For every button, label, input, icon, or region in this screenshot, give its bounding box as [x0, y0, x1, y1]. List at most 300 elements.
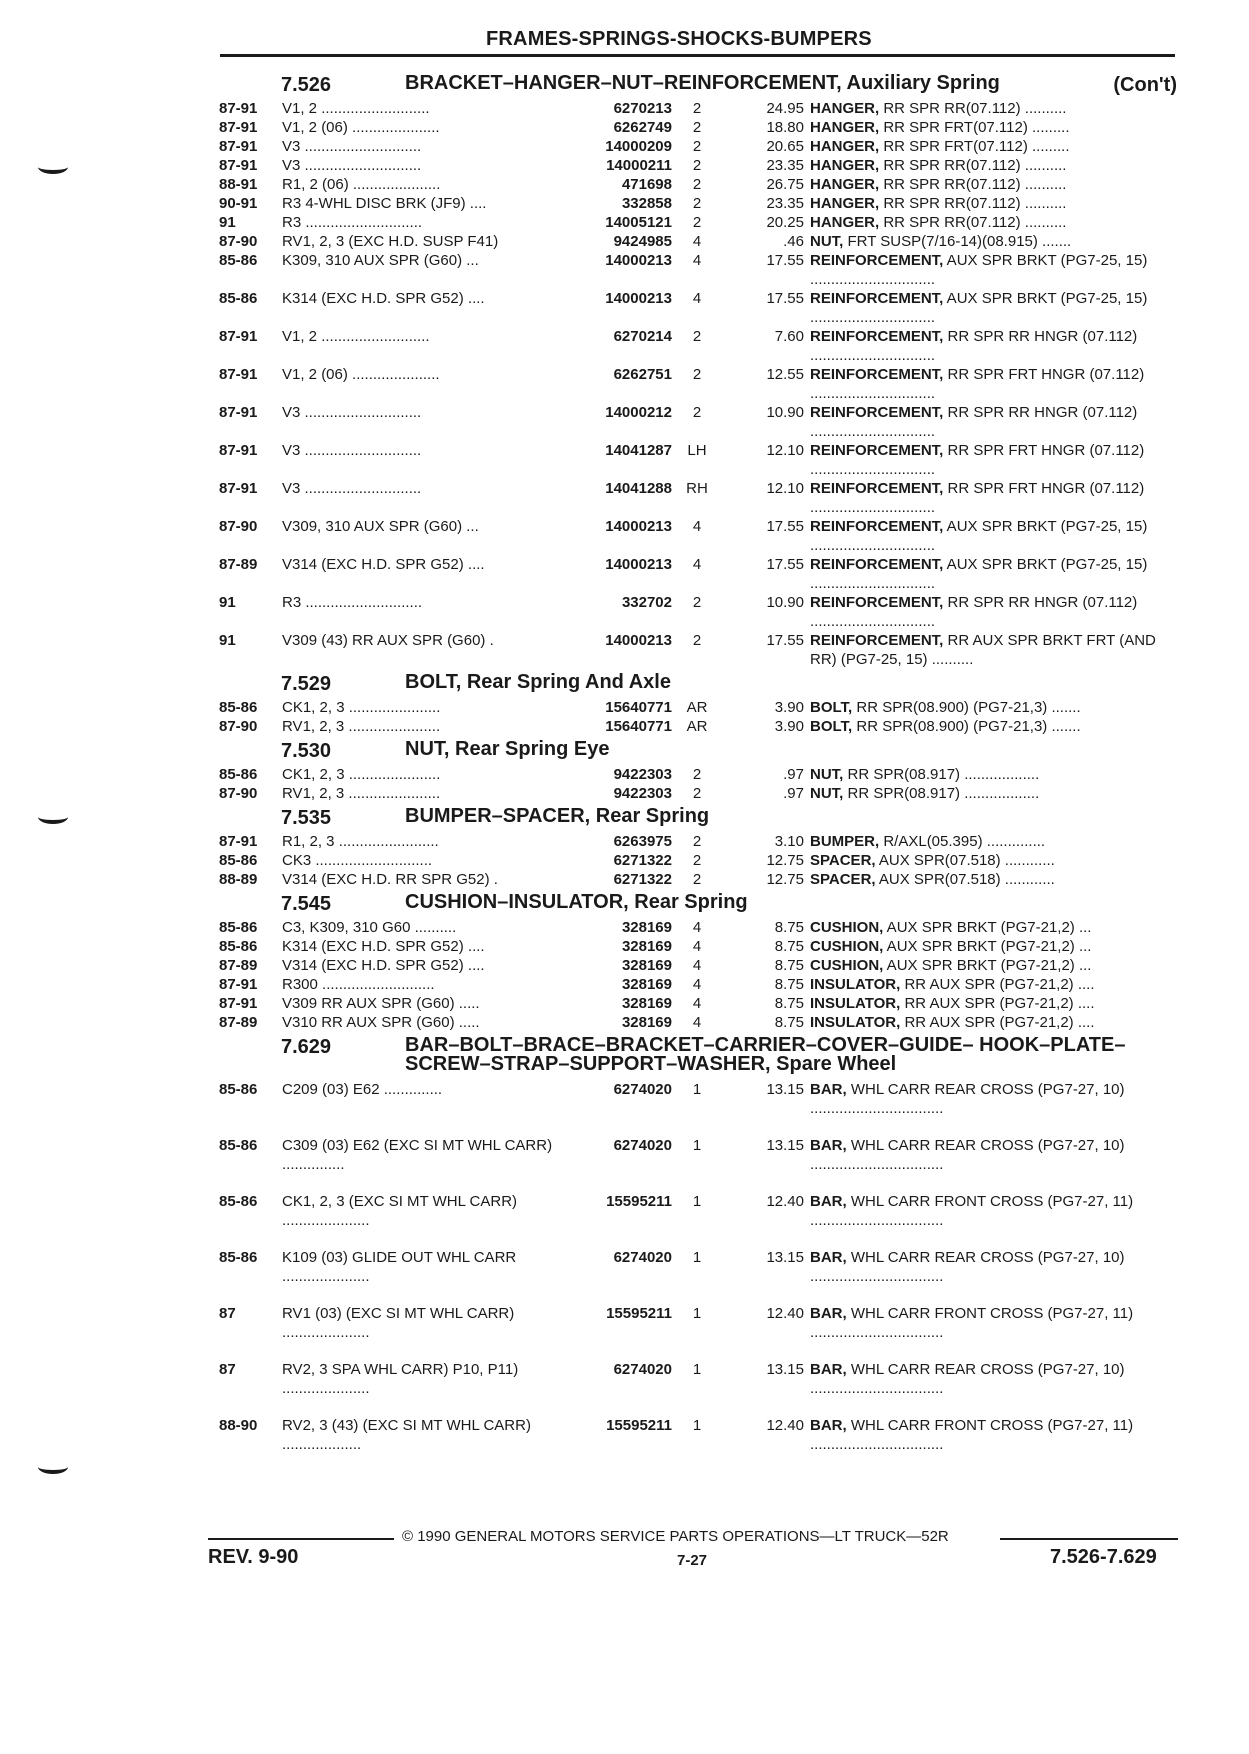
- part-number: 328169: [555, 918, 672, 937]
- part-number: 14000213: [555, 517, 672, 536]
- part-name: REINFORCEMENT,: [810, 480, 944, 497]
- parts-row: [219, 956, 1179, 975]
- application: V314 (EXC H.D. RR SPR G52) .: [282, 871, 498, 888]
- application: V3 ............................: [282, 480, 422, 497]
- part-name: HANGER,: [810, 214, 880, 231]
- quantity: 2: [692, 195, 702, 212]
- part-number: 6263975: [555, 832, 672, 851]
- part-detail: RR SPR FRT HNGR (07.112) ..............................: [810, 480, 1145, 516]
- part-detail: RR SPR RR(07.112) ..........: [879, 157, 1067, 174]
- part-detail: AUX SPR BRKT (PG7-25, 15) ..............................: [810, 290, 1148, 326]
- part-detail: RR SPR FRT(07.112) .........: [879, 138, 1070, 155]
- parts-row: [219, 365, 1179, 403]
- price: 8.75: [774, 919, 804, 936]
- model-years: 87-89: [219, 1014, 258, 1031]
- model-years: 87-89: [219, 957, 258, 974]
- price: 7.60: [774, 328, 804, 345]
- price: 12.40: [766, 1417, 804, 1434]
- application: V314 (EXC H.D. SPR G52) ....: [282, 957, 485, 974]
- part-name: REINFORCEMENT,: [810, 594, 944, 611]
- application: CK1, 2, 3 ......................: [282, 766, 441, 783]
- price: 12.40: [766, 1193, 804, 1210]
- quantity: 2: [692, 632, 702, 649]
- parts-row: [219, 870, 1179, 889]
- price: .97: [783, 785, 804, 802]
- part-name: REINFORCEMENT,: [810, 290, 944, 307]
- model-years: 87: [219, 1305, 236, 1322]
- model-years: 88-90: [219, 1417, 258, 1434]
- part-detail: RR SPR(08.917) ..................: [843, 785, 1040, 802]
- application: V309 RR AUX SPR (G60) .....: [282, 995, 480, 1012]
- application: C3, K309, 310 G60 ..........: [282, 919, 457, 936]
- quantity: 2: [692, 176, 702, 193]
- part-description: [810, 232, 1178, 251]
- part-description: [810, 937, 1178, 956]
- model-years: 85-86: [219, 919, 258, 936]
- part-detail: RR AUX SPR (PG7-21,2) ....: [900, 1014, 1095, 1031]
- section-heading: [219, 1032, 1179, 1080]
- part-detail: RR SPR(08.900) (PG7-21,3) .......: [852, 699, 1081, 716]
- model-years: 87-91: [219, 442, 258, 459]
- model-years: 88-89: [219, 871, 258, 888]
- part-description: [810, 593, 1178, 631]
- parts-row: [219, 213, 1179, 232]
- part-name: HANGER,: [810, 100, 880, 117]
- quantity: 1: [692, 1361, 702, 1378]
- quantity: 4: [692, 290, 702, 307]
- quantity: AR: [686, 718, 708, 735]
- parts-row: [219, 937, 1179, 956]
- part-description: [810, 1248, 1178, 1286]
- footer-rule-right: [1000, 1538, 1178, 1540]
- parts-row: [219, 784, 1179, 803]
- parts-row: [219, 175, 1179, 194]
- page-number: 7-27: [677, 1552, 708, 1569]
- quantity: AR: [686, 699, 708, 716]
- application: V314 (EXC H.D. SPR G52) ....: [282, 556, 485, 573]
- parts-row: [219, 851, 1179, 870]
- part-description: [810, 994, 1178, 1013]
- application: V309, 310 AUX SPR (G60) ...: [282, 518, 479, 535]
- quantity: 1: [692, 1417, 702, 1434]
- part-detail: AUX SPR(07.518) ............: [875, 852, 1055, 869]
- section-number: 7.529: [281, 673, 332, 695]
- application: V1, 2 ..........................: [282, 100, 430, 117]
- model-years: 85-86: [219, 290, 258, 307]
- part-name: INSULATOR,: [810, 1014, 901, 1031]
- part-description: [810, 99, 1178, 118]
- part-name: BAR,: [810, 1249, 847, 1266]
- model-years: 88-91: [219, 176, 258, 193]
- price: 13.15: [766, 1081, 804, 1098]
- quantity: 2: [692, 852, 702, 869]
- part-name: CUSHION,: [810, 957, 884, 974]
- part-detail: RR SPR RR HNGR (07.112) ..............................: [810, 328, 1138, 364]
- part-detail: RR AUX SPR (PG7-21,2) ....: [900, 995, 1095, 1012]
- part-description: [810, 555, 1178, 593]
- part-number: 15640771: [555, 717, 672, 736]
- part-description: [810, 1013, 1178, 1032]
- price: 8.75: [774, 976, 804, 993]
- price: 23.35: [766, 157, 804, 174]
- quantity: 2: [692, 119, 702, 136]
- part-name: BUMPER,: [810, 833, 880, 850]
- price: 17.55: [766, 556, 804, 573]
- parts-row: [219, 156, 1179, 175]
- part-name: REINFORCEMENT,: [810, 556, 944, 573]
- price: 12.55: [766, 366, 804, 383]
- part-name: REINFORCEMENT,: [810, 442, 944, 459]
- punch-hole-mark: [38, 1460, 68, 1474]
- section-heading: [219, 736, 1179, 765]
- part-number: 6271322: [555, 870, 672, 889]
- part-number: 14000213: [555, 251, 672, 270]
- price: 17.55: [766, 518, 804, 535]
- application: V1, 2 (06) .....................: [282, 119, 440, 136]
- part-description: [810, 327, 1178, 365]
- parts-row: [219, 327, 1179, 365]
- section-heading: [219, 889, 1179, 918]
- price: 26.75: [766, 176, 804, 193]
- footer-rule-left: [208, 1538, 394, 1540]
- part-detail: RR SPR FRT(07.112) .........: [879, 119, 1070, 136]
- part-detail: WHL CARR REAR CROSS (PG7-27, 10) ................................: [810, 1249, 1125, 1285]
- part-description: [810, 1192, 1178, 1230]
- continued-label: (Con't): [1113, 74, 1177, 96]
- quantity: 2: [692, 214, 702, 231]
- application: V3 ............................: [282, 442, 422, 459]
- quantity: 4: [692, 976, 702, 993]
- part-description: [810, 517, 1178, 555]
- quantity: 2: [692, 594, 702, 611]
- part-name: REINFORCEMENT,: [810, 366, 944, 383]
- model-years: 91: [219, 632, 236, 649]
- part-detail: RR SPR RR HNGR (07.112) ..............................: [810, 404, 1138, 440]
- application: C309 (03) E62 (EXC SI MT WHL CARR) ...............: [282, 1137, 553, 1173]
- quantity: LH: [687, 442, 707, 459]
- section-number: 7.526: [281, 74, 332, 96]
- part-number: 328169: [555, 937, 672, 956]
- part-description: [810, 698, 1178, 717]
- quantity: 4: [692, 233, 702, 250]
- part-detail: FRT SUSP(7/16-14)(08.915) .......: [843, 233, 1072, 250]
- part-detail: WHL CARR FRONT CROSS (PG7-27, 11) ................................: [810, 1417, 1134, 1453]
- quantity: 2: [692, 328, 702, 345]
- price: 12.75: [766, 871, 804, 888]
- part-detail: WHL CARR REAR CROSS (PG7-27, 10) ................................: [810, 1081, 1125, 1117]
- price: .97: [783, 766, 804, 783]
- parts-row: [219, 994, 1179, 1013]
- parts-row: [219, 1360, 1179, 1416]
- model-years: 90-91: [219, 195, 258, 212]
- parts-row: [219, 1013, 1179, 1032]
- part-description: [810, 1080, 1178, 1118]
- price: 12.10: [766, 442, 804, 459]
- footer-copyright: © 1990 GENERAL MOTORS SERVICE PARTS OPERATIONS—LT TRUCK—52R: [402, 1528, 949, 1545]
- part-name: BOLT,: [810, 699, 853, 716]
- application: V310 RR AUX SPR (G60) .....: [282, 1014, 480, 1031]
- parts-row: [219, 631, 1179, 669]
- punch-hole-mark: [38, 810, 68, 824]
- part-name: BAR,: [810, 1361, 847, 1378]
- part-name: BAR,: [810, 1137, 847, 1154]
- price: 13.15: [766, 1361, 804, 1378]
- part-description: [810, 765, 1178, 784]
- section-number: 7.530: [281, 740, 332, 762]
- quantity: 1: [692, 1081, 702, 1098]
- model-years: 87-91: [219, 100, 258, 117]
- part-name: REINFORCEMENT,: [810, 404, 944, 421]
- quantity: 2: [692, 366, 702, 383]
- part-name: HANGER,: [810, 157, 880, 174]
- price: 13.15: [766, 1249, 804, 1266]
- price: 8.75: [774, 995, 804, 1012]
- part-name: INSULATOR,: [810, 995, 901, 1012]
- parts-row: [219, 975, 1179, 994]
- part-detail: AUX SPR BRKT (PG7-25, 15) ..............................: [810, 252, 1148, 288]
- price: 17.55: [766, 290, 804, 307]
- part-description: [810, 1360, 1178, 1398]
- model-years: 85-86: [219, 938, 258, 955]
- part-name: BAR,: [810, 1081, 847, 1098]
- part-name: HANGER,: [810, 138, 880, 155]
- parts-row: [219, 832, 1179, 851]
- price: 3.90: [774, 699, 804, 716]
- part-number: 14041287: [555, 441, 672, 460]
- page-title: FRAMES-SPRINGS-SHOCKS-BUMPERS: [486, 28, 872, 50]
- punch-hole-mark: [38, 160, 68, 174]
- quantity: 1: [692, 1305, 702, 1322]
- price: 12.75: [766, 852, 804, 869]
- price: 10.90: [766, 404, 804, 421]
- quantity: 2: [692, 833, 702, 850]
- part-detail: AUX SPR(07.518) ............: [875, 871, 1055, 888]
- application: K314 (EXC H.D. SPR G52) ....: [282, 290, 485, 307]
- section-title: NUT, Rear Spring Eye: [405, 738, 610, 760]
- quantity: 4: [692, 556, 702, 573]
- part-name: INSULATOR,: [810, 976, 901, 993]
- model-years: 87-91: [219, 157, 258, 174]
- part-name: SPACER,: [810, 871, 876, 888]
- part-name: SPACER,: [810, 852, 876, 869]
- quantity: RH: [686, 480, 708, 497]
- part-name: BAR,: [810, 1305, 847, 1322]
- model-years: 85-86: [219, 852, 258, 869]
- part-number: 14000209: [555, 137, 672, 156]
- part-number: 9422303: [555, 784, 672, 803]
- part-description: [810, 441, 1178, 479]
- part-description: [810, 403, 1178, 441]
- application: V1, 2 ..........................: [282, 328, 430, 345]
- application: R1, 2, 3 ........................: [282, 833, 439, 850]
- price: 8.75: [774, 938, 804, 955]
- part-number: 6270214: [555, 327, 672, 346]
- parts-row: [219, 289, 1179, 327]
- part-number: 14000213: [555, 631, 672, 650]
- parts-row: [219, 118, 1179, 137]
- model-years: 87-91: [219, 976, 258, 993]
- model-years: 91: [219, 594, 236, 611]
- quantity: 4: [692, 995, 702, 1012]
- model-years: 85-86: [219, 1193, 258, 1210]
- application: RV1, 2, 3 ......................: [282, 718, 441, 735]
- part-description: [810, 956, 1178, 975]
- application: RV1, 2, 3 ......................: [282, 785, 441, 802]
- model-years: 87-90: [219, 518, 258, 535]
- model-years: 87-91: [219, 404, 258, 421]
- price: 18.80: [766, 119, 804, 136]
- part-detail: AUX SPR BRKT (PG7-25, 15) ..............................: [810, 556, 1148, 592]
- quantity: 1: [692, 1193, 702, 1210]
- application: V3 ............................: [282, 157, 422, 174]
- part-number: 6262749: [555, 118, 672, 137]
- part-name: BAR,: [810, 1417, 847, 1434]
- application: C209 (03) E62 ..............: [282, 1081, 443, 1098]
- model-years: 87-91: [219, 995, 258, 1012]
- model-years: 85-86: [219, 1249, 258, 1266]
- application: V1, 2 (06) .....................: [282, 366, 440, 383]
- part-description: [810, 118, 1178, 137]
- parts-row: [219, 194, 1179, 213]
- application: R3 ............................: [282, 594, 423, 611]
- part-detail: WHL CARR FRONT CROSS (PG7-27, 11) ................................: [810, 1305, 1134, 1341]
- part-number: 328169: [555, 994, 672, 1013]
- price: 13.15: [766, 1137, 804, 1154]
- part-number: 328169: [555, 975, 672, 994]
- part-number: 6274020: [555, 1248, 672, 1267]
- part-detail: RR SPR RR(07.112) ..........: [879, 195, 1067, 212]
- price: 8.75: [774, 1014, 804, 1031]
- application: CK1, 2, 3 ......................: [282, 699, 441, 716]
- application: V3 ............................: [282, 404, 422, 421]
- section-number: 7.629: [281, 1036, 332, 1058]
- model-years: 85-86: [219, 252, 258, 269]
- part-detail: RR SPR FRT HNGR (07.112) ..............................: [810, 442, 1145, 478]
- part-detail: RR SPR(08.900) (PG7-21,3) .......: [852, 718, 1081, 735]
- model-years: 87-91: [219, 480, 258, 497]
- model-years: 87: [219, 1361, 236, 1378]
- model-years: 87-89: [219, 556, 258, 573]
- price: .46: [783, 233, 804, 250]
- part-detail: WHL CARR REAR CROSS (PG7-27, 10) ................................: [810, 1137, 1125, 1173]
- model-years: 85-86: [219, 699, 258, 716]
- quantity: 4: [692, 919, 702, 936]
- quantity: 2: [692, 157, 702, 174]
- part-number: 6270213: [555, 99, 672, 118]
- parts-row: [219, 232, 1179, 251]
- part-number: 14000211: [555, 156, 672, 175]
- quantity: 1: [692, 1249, 702, 1266]
- quantity: 2: [692, 138, 702, 155]
- parts-row: [219, 717, 1179, 736]
- quantity: 2: [692, 404, 702, 421]
- price: 17.55: [766, 632, 804, 649]
- part-number: 15595211: [555, 1192, 672, 1211]
- part-number: 14000213: [555, 555, 672, 574]
- part-description: [810, 717, 1178, 736]
- part-name: REINFORCEMENT,: [810, 518, 944, 535]
- part-name: BAR,: [810, 1193, 847, 1210]
- part-number: 6262751: [555, 365, 672, 384]
- part-description: [810, 137, 1178, 156]
- application: R300 ...........................: [282, 976, 435, 993]
- price: 3.10: [774, 833, 804, 850]
- part-name: NUT,: [810, 766, 844, 783]
- part-description: [810, 289, 1178, 327]
- part-name: NUT,: [810, 233, 844, 250]
- parts-row: [219, 1136, 1179, 1192]
- part-description: [810, 213, 1178, 232]
- application: V309 (43) RR AUX SPR (G60) .: [282, 632, 494, 649]
- part-number: 15595211: [555, 1416, 672, 1435]
- section-heading: [219, 70, 1179, 99]
- part-name: CUSHION,: [810, 938, 884, 955]
- part-number: 14041288: [555, 479, 672, 498]
- parts-row: [219, 1304, 1179, 1360]
- parts-row: [219, 1192, 1179, 1248]
- parts-row: [219, 765, 1179, 784]
- part-detail: AUX SPR BRKT (PG7-25, 15) ..............................: [810, 518, 1148, 554]
- section-title: BRACKET–HANGER–NUT–REINFORCEMENT, Auxiliary Spring: [405, 72, 1000, 94]
- part-description: [810, 175, 1178, 194]
- part-number: 6274020: [555, 1080, 672, 1099]
- part-name: REINFORCEMENT,: [810, 328, 944, 345]
- part-description: [810, 1416, 1178, 1454]
- parts-row: [219, 593, 1179, 631]
- parts-row: [219, 251, 1179, 289]
- section-heading: [219, 803, 1179, 832]
- application: V3 ............................: [282, 138, 422, 155]
- parts-row: [219, 441, 1179, 479]
- part-description: [810, 479, 1178, 517]
- application: RV1 (03) (EXC SI MT WHL CARR) .....................: [282, 1305, 515, 1341]
- model-years: 87-91: [219, 328, 258, 345]
- quantity: 2: [692, 100, 702, 117]
- quantity: 1: [692, 1137, 702, 1154]
- part-description: [810, 194, 1178, 213]
- application: RV1, 2, 3 (EXC H.D. SUSP F41): [282, 233, 499, 250]
- part-number: 6274020: [555, 1136, 672, 1155]
- part-description: [810, 870, 1178, 889]
- application: CK3 ............................: [282, 852, 433, 869]
- part-name: HANGER,: [810, 195, 880, 212]
- price: 17.55: [766, 252, 804, 269]
- part-detail: RR AUX SPR BRKT FRT (AND RR) (PG7-25, 15) ..........: [810, 632, 1156, 668]
- model-years: 87-91: [219, 138, 258, 155]
- price: 23.35: [766, 195, 804, 212]
- part-detail: RR SPR FRT HNGR (07.112) ..............................: [810, 366, 1145, 402]
- revision-label: REV. 9-90: [208, 1546, 299, 1568]
- part-detail: RR SPR RR(07.112) ..........: [879, 176, 1067, 193]
- part-description: [810, 251, 1178, 289]
- parts-row: [219, 517, 1179, 555]
- part-detail: RR SPR RR HNGR (07.112) ..............................: [810, 594, 1138, 630]
- quantity: 4: [692, 518, 702, 535]
- parts-row: [219, 555, 1179, 593]
- parts-row: [219, 1080, 1179, 1136]
- parts-row: [219, 479, 1179, 517]
- parts-row: [219, 1416, 1179, 1472]
- parts-row: [219, 1248, 1179, 1304]
- header-rule: [220, 54, 1175, 57]
- part-detail: AUX SPR BRKT (PG7-21,2) ...: [883, 919, 1092, 936]
- part-name: REINFORCEMENT,: [810, 632, 944, 649]
- price: 12.40: [766, 1305, 804, 1322]
- section-title: BAR–BOLT–BRACE–BRACKET–CARRIER–COVER–GUIDE– HOOK–PLATE–SCREW–STRAP–SUPPORT–WASHER, Spare Wheel: [405, 1034, 1126, 1075]
- parts-row: [219, 137, 1179, 156]
- section-title: CUSHION–INSULATOR, Rear Spring: [405, 891, 748, 913]
- part-detail: WHL CARR FRONT CROSS (PG7-27, 11) ................................: [810, 1193, 1134, 1229]
